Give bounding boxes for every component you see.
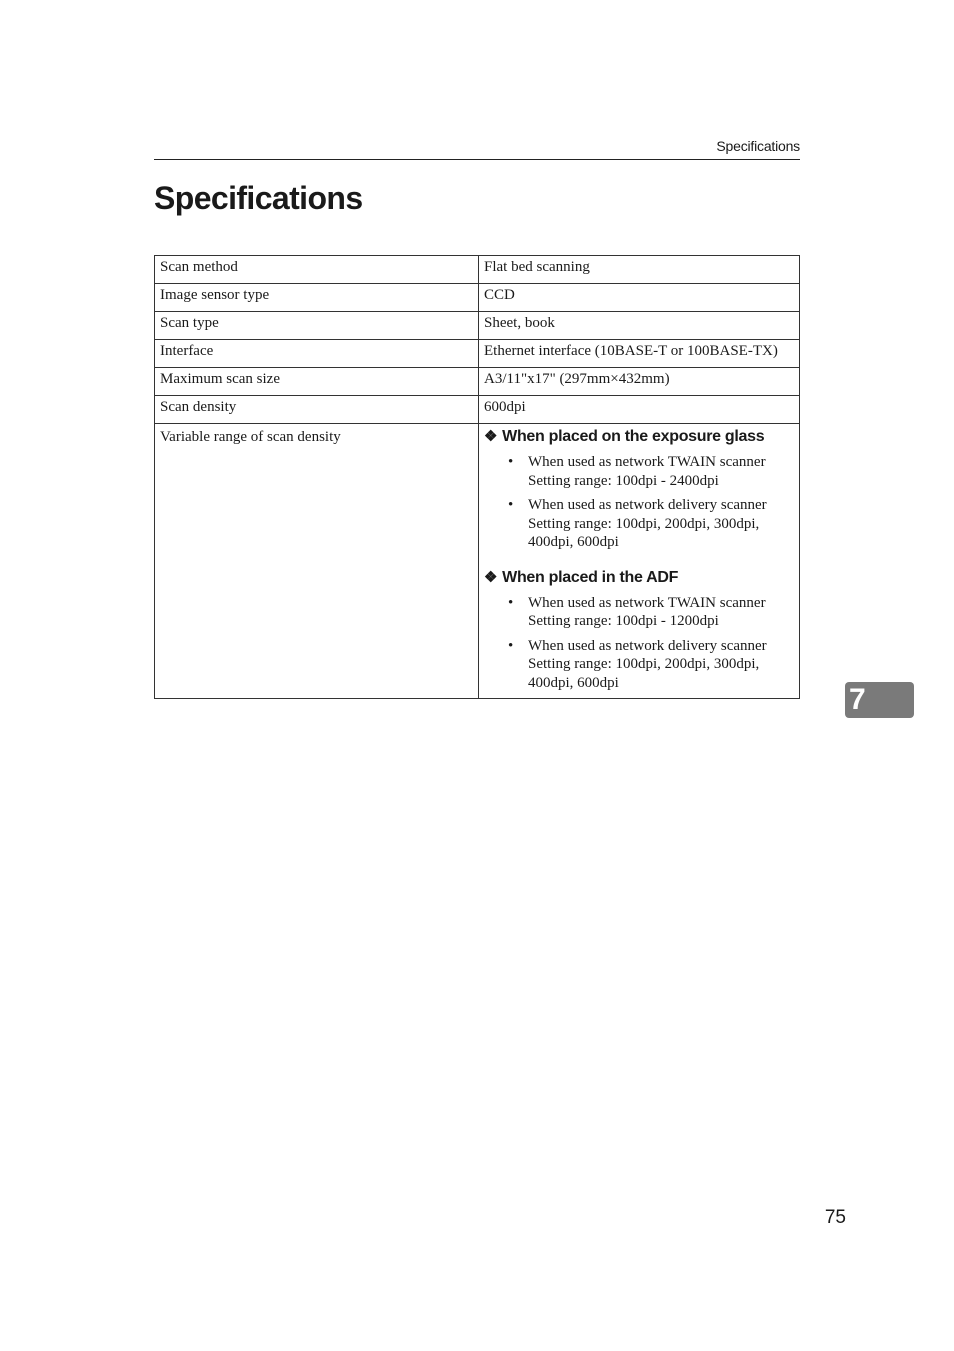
page-number: 75 [824, 1207, 846, 1228]
row-value: Ethernet interface (10BASE-T or 100BASE-TX) [479, 340, 800, 368]
list-item-line: When used as network TWAIN scanner [528, 454, 766, 470]
row-value: Sheet, book [479, 312, 800, 340]
bullet-list [484, 594, 794, 693]
table-row [155, 312, 800, 340]
row-label: Scan method [155, 256, 479, 284]
row-label: Scan type [155, 312, 479, 340]
row-value-variable-range [479, 424, 800, 699]
list-item [528, 637, 794, 693]
row-value: CCD [479, 284, 800, 312]
table-row [155, 368, 800, 396]
list-item [528, 453, 794, 490]
table-row [155, 396, 800, 424]
adf-section [484, 568, 794, 693]
list-item [528, 496, 794, 552]
table-row-variable-range [155, 424, 800, 699]
list-item-line: When used as network TWAIN scanner [528, 594, 766, 611]
list-item-setting: Setting range: 100dpi - 2400dpi [528, 472, 719, 489]
diamond-bullet-icon: ❖ [484, 428, 498, 445]
list-item-setting: Setting range: 100dpi, 200dpi, 300dpi, 400dpi, 600dpi [528, 515, 760, 550]
chapter-tab [845, 682, 914, 718]
list-item-line: When used as network delivery scanner [528, 637, 767, 654]
section-heading-text: When placed in the ADF [502, 568, 679, 586]
section-heading-text: When placed on the exposure glass [502, 428, 765, 445]
bullet-list [484, 453, 794, 552]
table-row [155, 284, 800, 312]
row-label: Image sensor type [155, 284, 479, 312]
exposure-glass-section [484, 427, 794, 552]
row-value: 600dpi [479, 396, 800, 424]
row-label: Scan density [155, 396, 479, 424]
section-heading [484, 568, 794, 588]
list-item-line: When used as network delivery scanner [528, 497, 767, 513]
list-item-setting: Setting range: 100dpi - 1200dpi [528, 613, 719, 629]
row-label: Maximum scan size [155, 368, 479, 396]
table-row [155, 256, 800, 284]
specifications-table [154, 255, 800, 699]
running-header: Specifications [716, 138, 800, 154]
chapter-number: 7 [849, 683, 866, 716]
header-rule [154, 159, 800, 160]
list-item [528, 594, 794, 631]
diamond-bullet-icon: ❖ [484, 568, 498, 586]
table-row [155, 340, 800, 368]
row-value: A3/11"x17" (297mm×432mm) [479, 368, 800, 396]
section-heading [484, 427, 794, 447]
row-label: Interface [155, 340, 479, 368]
row-label: Variable range of scan density [155, 424, 479, 699]
list-item-setting: Setting range: 100dpi, 200dpi, 300dpi, 400dpi, 600dpi [528, 656, 760, 691]
page-title: Specifications [154, 180, 363, 216]
row-value: Flat bed scanning [479, 256, 800, 284]
